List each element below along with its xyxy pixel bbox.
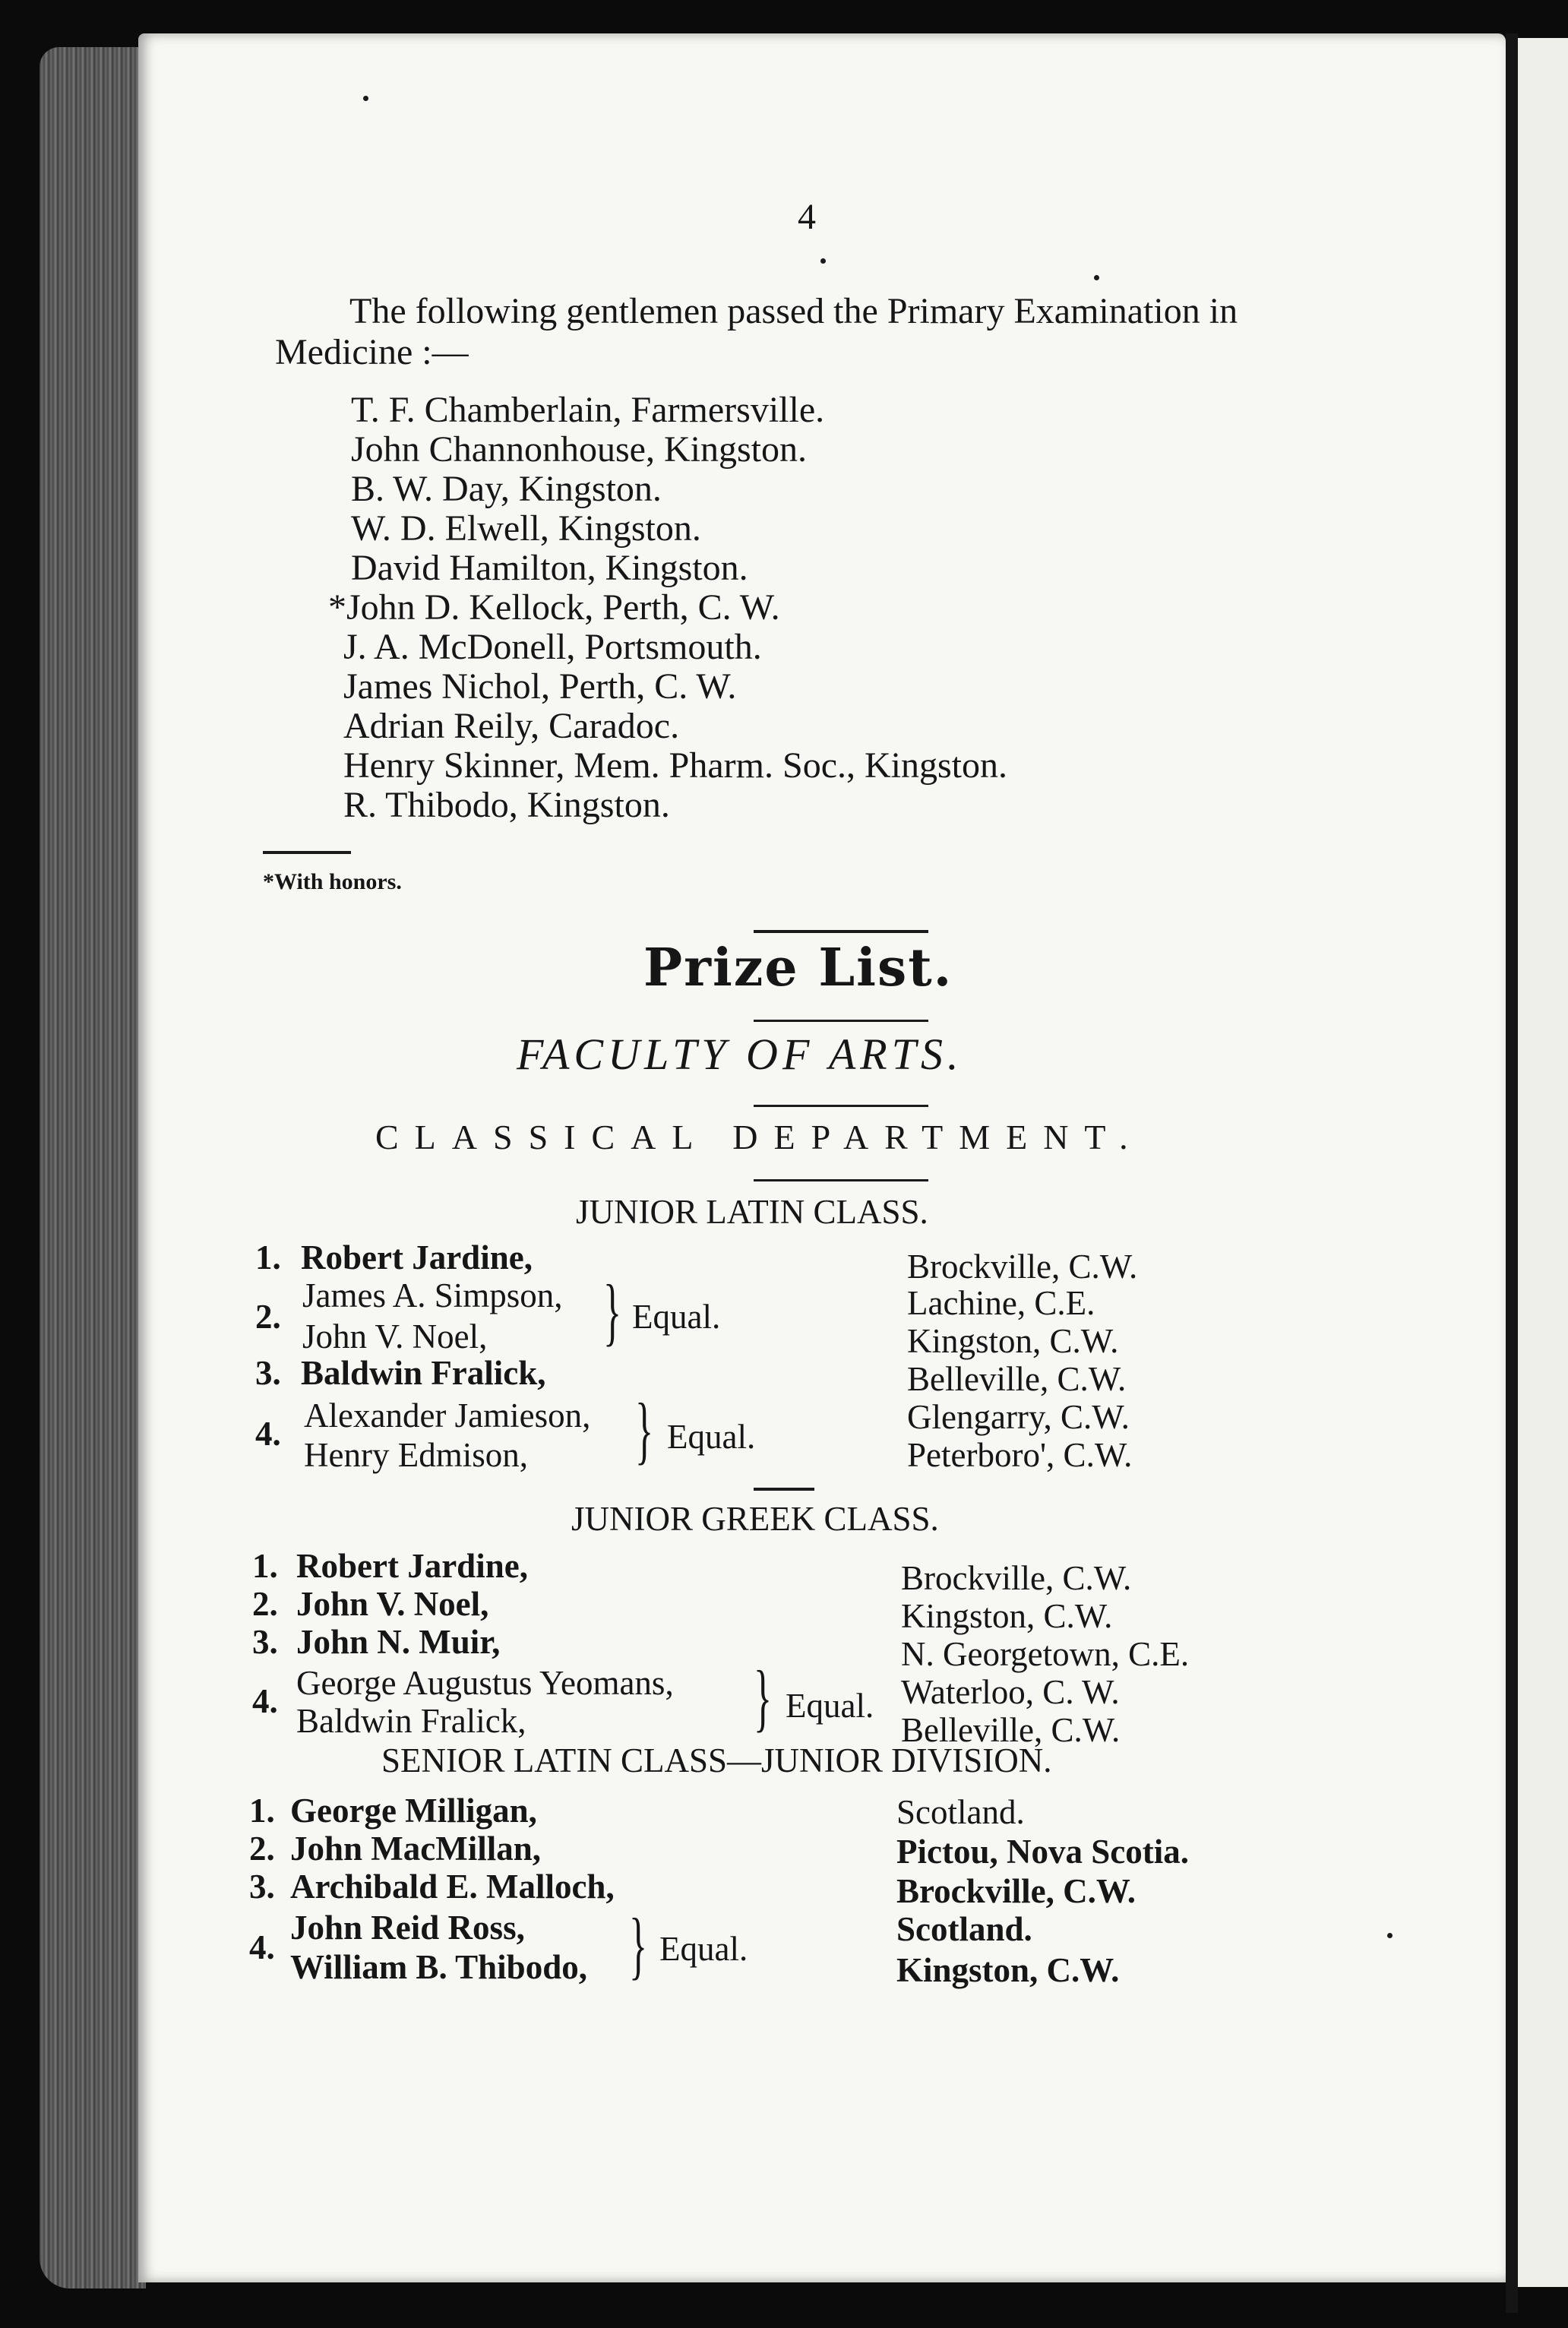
student-place: Lachine, C.E. — [907, 1284, 1095, 1322]
graduate-item: Adrian Reily, Caradoc. — [343, 706, 680, 746]
speck — [820, 258, 826, 264]
student-place: Brockville, C.W. — [907, 1248, 1138, 1286]
graduate-item: David Hamilton, Kingston. — [351, 548, 748, 588]
equal-label: Equal. — [667, 1418, 756, 1456]
rank-number: 4. — [252, 1682, 278, 1720]
faculty-heading: FACULTY OF ARTS. — [517, 1030, 963, 1079]
graduate-item: James Nichol, Perth, C. W. — [343, 666, 737, 707]
student-name: Robert Jardine, — [296, 1547, 528, 1585]
graduate-item: J. A. McDonell, Portsmouth. — [343, 627, 762, 667]
book-page-edges — [40, 47, 146, 2288]
student-name: William B. Thibodo, — [290, 1948, 587, 1986]
rank-number: 2. — [252, 1585, 278, 1623]
rank-number: 2. — [255, 1298, 281, 1336]
student-place: Brockville, C.W. — [896, 1872, 1136, 1910]
class-title: JUNIOR GREEK CLASS. — [571, 1500, 939, 1538]
student-name: Baldwin Fralick, — [296, 1702, 526, 1740]
student-name: James A. Simpson, — [302, 1276, 563, 1314]
graduate-item: Henry Skinner, Mem. Pharm. Soc., Kingston. — [343, 745, 1008, 786]
equal-brace: } — [629, 1903, 647, 1987]
student-name: John V. Noel, — [296, 1585, 489, 1623]
student-place: Belleville, C.W. — [901, 1711, 1121, 1749]
student-place: Waterloo, C. W. — [901, 1673, 1120, 1711]
rank-number: 1. — [255, 1238, 281, 1276]
equal-brace: } — [754, 1655, 772, 1739]
equal-label: Equal. — [659, 1930, 748, 1968]
student-place: Peterboro', C.W. — [907, 1436, 1133, 1474]
student-name: John Reid Ross, — [290, 1909, 525, 1947]
student-place: Glengarry, C.W. — [907, 1398, 1130, 1436]
graduate-item: W. D. Elwell, Kingston. — [351, 508, 701, 549]
rank-number: 4. — [249, 1928, 275, 1966]
speck — [363, 96, 368, 101]
graduate-item: B. W. Day, Kingston. — [351, 469, 662, 509]
section-rule — [754, 1488, 814, 1491]
speck — [1094, 275, 1099, 280]
graduate-item: *John D. Kellock, Perth, C. W. — [328, 587, 780, 628]
class-title: JUNIOR LATIN CLASS. — [576, 1193, 928, 1231]
student-name: Archibald E. Malloch, — [290, 1868, 615, 1906]
class-title: SENIOR LATIN CLASS—JUNIOR DIVISION. — [381, 1741, 1052, 1779]
rank-number: 4. — [255, 1415, 281, 1453]
student-place: Scotland. — [896, 1793, 1025, 1831]
equal-label: Equal. — [786, 1687, 874, 1725]
intro-line-2: Medicine :— — [275, 332, 469, 372]
speck — [1387, 1933, 1393, 1938]
page-number: 4 — [798, 197, 816, 237]
student-place: Kingston, C.W. — [901, 1597, 1113, 1635]
facing-page-edge — [1516, 38, 1568, 2287]
student-name: George Augustus Yeomans, — [296, 1664, 674, 1702]
student-place: Brockville, C.W. — [901, 1559, 1132, 1597]
footnote-rule — [263, 851, 351, 854]
student-place: Scotland. — [896, 1910, 1032, 1948]
student-name: John MacMillan, — [290, 1830, 542, 1868]
department-heading: CLASSICAL DEPARTMENT. — [375, 1118, 1144, 1156]
intro-line-1: The following gentlemen passed the Primary Examination in — [349, 291, 1238, 331]
student-name: George Milligan, — [290, 1792, 537, 1830]
prize-list-heading: Prize List. — [643, 938, 953, 998]
rank-number: 3. — [252, 1623, 278, 1661]
student-place: Belleville, C.W. — [907, 1360, 1127, 1398]
equal-label: Equal. — [632, 1298, 721, 1336]
rank-number: 1. — [252, 1547, 278, 1585]
graduate-item: R. Thibodo, Kingston. — [343, 785, 670, 825]
section-rule — [754, 1105, 928, 1107]
student-name: Henry Edmison, — [304, 1436, 528, 1474]
student-place: Pictou, Nova Scotia. — [896, 1833, 1189, 1871]
student-name: Robert Jardine, — [301, 1238, 533, 1276]
rank-number: 1. — [249, 1792, 275, 1830]
student-place: Kingston, C.W. — [896, 1951, 1120, 1989]
equal-brace: } — [603, 1269, 621, 1353]
section-rule — [754, 1179, 928, 1181]
student-place: N. Georgetown, C.E. — [901, 1635, 1190, 1673]
rank-number: 3. — [255, 1354, 281, 1392]
section-rule — [754, 930, 928, 933]
footnote: *With honors. — [263, 869, 402, 894]
student-name: Baldwin Fralick, — [301, 1354, 546, 1392]
student-name: Alexander Jamieson, — [304, 1396, 591, 1434]
rank-number: 3. — [249, 1868, 275, 1906]
graduate-item: John Channonhouse, Kingston. — [351, 429, 807, 470]
student-name: John N. Muir, — [296, 1623, 501, 1661]
student-place: Kingston, C.W. — [907, 1322, 1119, 1360]
student-name: John V. Noel, — [302, 1317, 488, 1355]
section-rule — [754, 1020, 928, 1022]
book-page — [138, 33, 1506, 2282]
rank-number: 2. — [249, 1830, 275, 1868]
book-gutter — [1506, 33, 1518, 2313]
equal-brace: } — [635, 1387, 653, 1472]
graduate-item: T. F. Chamberlain, Farmersville. — [351, 390, 825, 430]
